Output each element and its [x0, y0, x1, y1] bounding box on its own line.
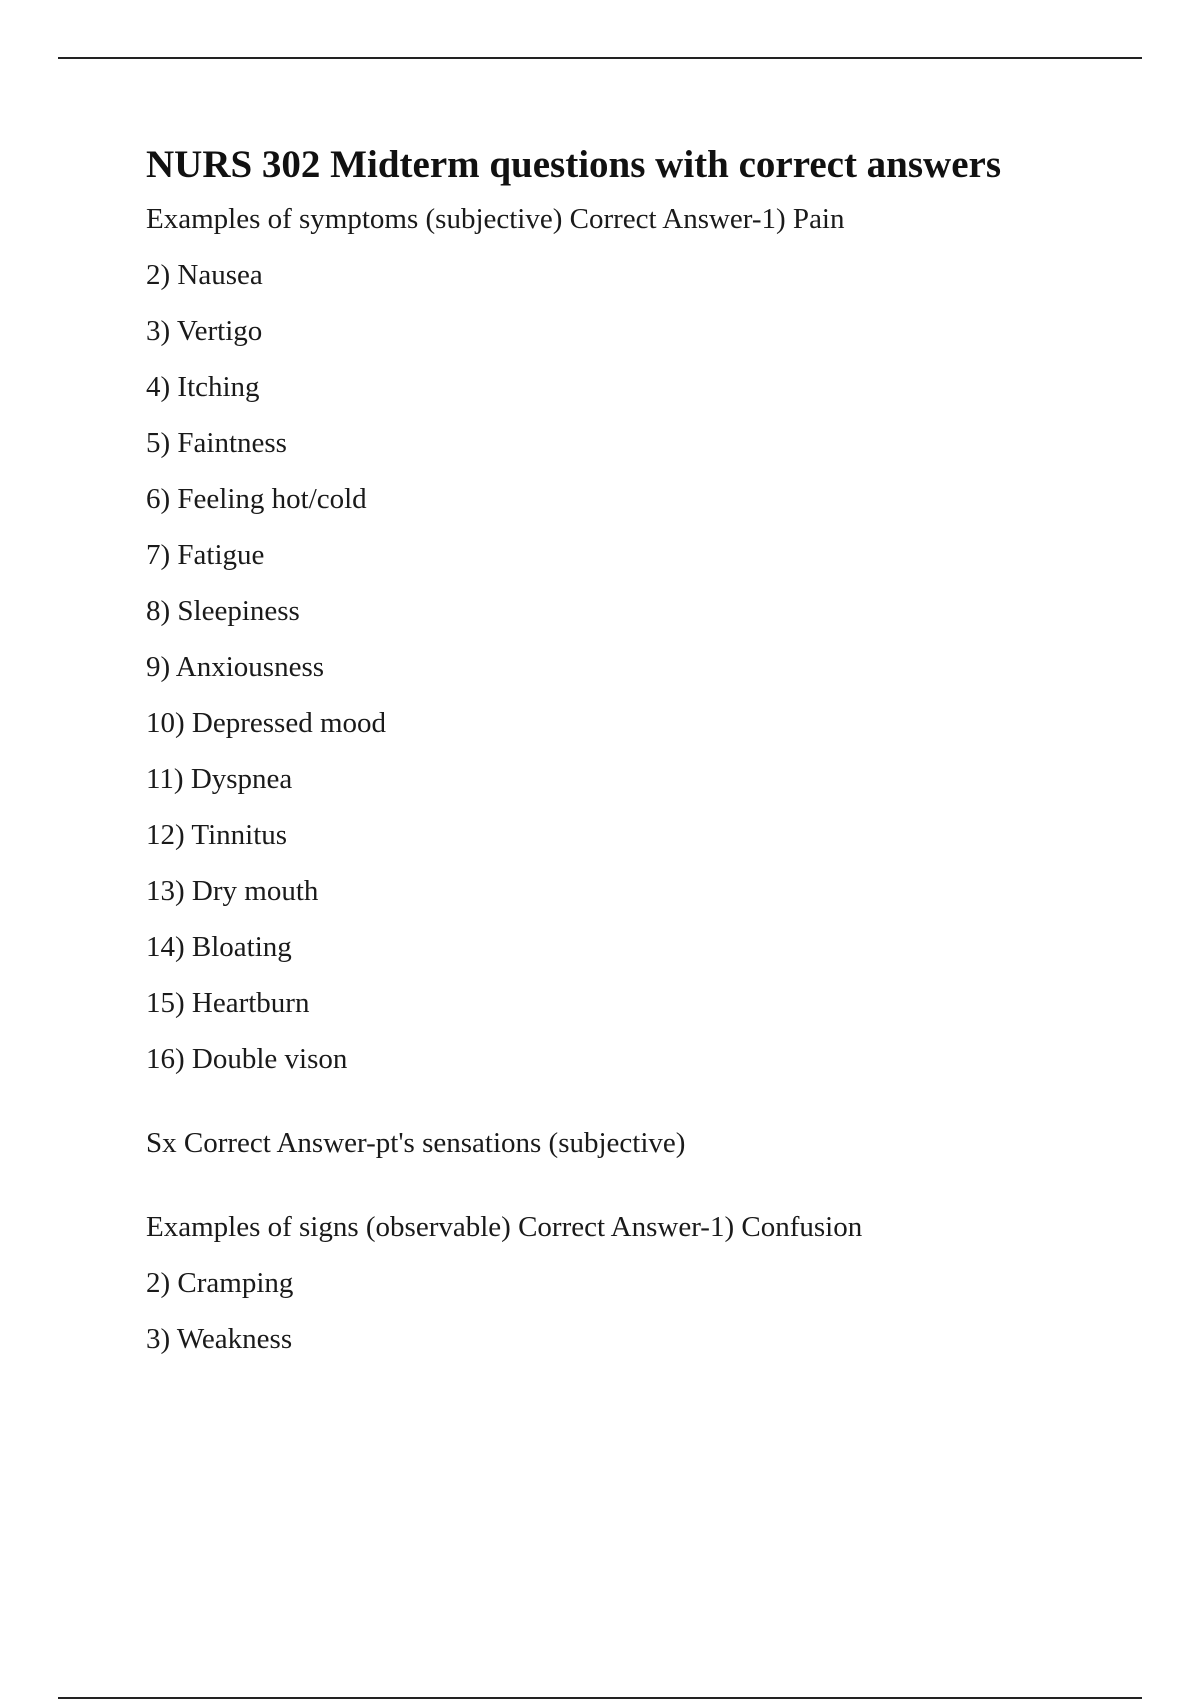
qa-line: 15) Heartburn [146, 987, 310, 1019]
qa-line: 5) Faintness [146, 427, 287, 459]
footer-rule [58, 1697, 1142, 1699]
qa-line: 13) Dry mouth [146, 875, 319, 907]
qa-line: Examples of signs (observable) Correct Answer-1) Confusion [146, 1211, 863, 1243]
qa-line: 12) Tinnitus [146, 819, 288, 851]
qa-line: 2) Cramping [146, 1267, 294, 1299]
qa-card-symptoms-examples [146, 202, 1146, 1076]
qa-line: 14) Bloating [146, 931, 292, 963]
qa-line: Examples of symptoms (subjective) Correct Answer-1) Pain [146, 203, 845, 235]
qa-line: 2) Nausea [146, 259, 263, 291]
qa-line: 6) Feeling hot/cold [146, 483, 367, 515]
qa-line: 10) Depressed mood [146, 707, 387, 739]
qa-line: 16) Double vison [146, 1043, 348, 1075]
qa-line: 8) Sleepiness [146, 595, 300, 627]
document-title: NURS 302 Midterm questions with correct answers [146, 143, 1002, 186]
qa-line: 3) Weakness [146, 1323, 293, 1355]
qa-line: 9) Anxiousness [146, 651, 325, 683]
qa-card-sx-definition [146, 1126, 1146, 1160]
qa-line: Sx Correct Answer-pt's sensations (subjective) [146, 1127, 686, 1159]
header-rule [58, 57, 1142, 59]
qa-line: 4) Itching [146, 371, 260, 403]
qa-line: 11) Dyspnea [146, 763, 293, 795]
qa-card-signs-examples [146, 1210, 1146, 1356]
document-body [146, 140, 1146, 1378]
qa-line: 7) Fatigue [146, 539, 265, 571]
qa-line: 3) Vertigo [146, 315, 263, 347]
